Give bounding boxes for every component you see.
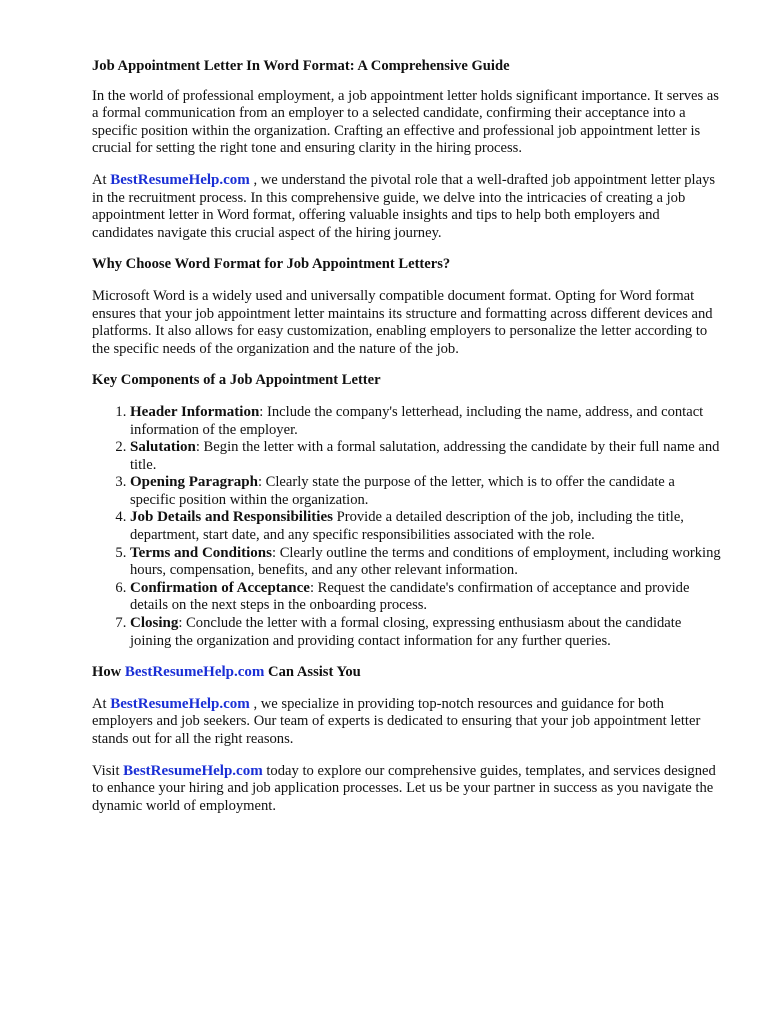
bestresumehelp-link[interactable]: BestResumeHelp.com (124, 664, 265, 681)
list-item (130, 615, 722, 650)
components-list (92, 404, 722, 650)
visit-paragraph (92, 763, 722, 816)
intro-paragraph: In the world of professional employment, a job appointment letter holds significant importance. It serves as a formal communication from an employer to a selected candidate, confirming their acceptance into a specific position within the organization. Crafting an effective and professional job appointment letter is crucial for setting the right tone and ensuring clarity in the hiring process. (92, 87, 719, 157)
about-paragraph (92, 172, 722, 242)
heading-assist-before: How (92, 664, 125, 681)
list-item-text: : Clearly state the purpose of the letter, which is to offer the candidate a specific position within the organization. (130, 474, 675, 508)
list-item-text: : Request the candidate's confirmation of acceptance and provide details on the next steps in the onboarding process. (130, 579, 690, 614)
bestresumehelp-link[interactable]: BestResumeHelp.com (110, 695, 250, 712)
assist-text-after: , we specialize in providing top-notch resources and guidance for both employers and job seekers. Our team of experts is dedicated to ensuring that your job appointment letter stands out for all the right reasons. (92, 695, 701, 747)
bestresumehelp-link[interactable]: BestResumeHelp.com (110, 171, 250, 188)
document-page (92, 58, 722, 829)
list-item-text: : Conclude the letter with a formal closing, expressing enthusiasm about the candidate joining the organization and providing contact information for any further queries. (130, 615, 682, 649)
about-text-after: , we understand the pivotal role that a well-drafted job appointment letter plays in the recruitment process. In this comprehensive guide, we delve into the intricacies of creating a job appointment letter in Word format, offering valuable insights and tips to help both employers and candidates navigate this crucial aspect of the hiring journey. (92, 171, 716, 241)
list-item (130, 509, 722, 544)
list-item-text: : Include the company's letterhead, including the name, address, and contact information of the employer. (130, 403, 704, 438)
list-item-label: Closing (130, 615, 179, 632)
list-item-label: Salutation (130, 439, 196, 456)
bestresumehelp-link[interactable]: BestResumeHelp.com (123, 762, 263, 779)
list-item-text: : Clearly outline the terms and conditions of employment, including working hours, compensation, benefits, and any other relevant information. (130, 544, 721, 579)
list-item-label: Opening Paragraph (130, 474, 258, 491)
heading-word-format: Why Choose Word Format for Job Appointment Letters? (92, 256, 451, 273)
list-item (130, 404, 722, 439)
assist-text-before: At (92, 695, 111, 712)
list-item (130, 580, 722, 615)
list-item (130, 545, 722, 580)
word-format-paragraph: Microsoft Word is a widely used and universally compatible document format. Opting for Word format ensures that your job appointment letter maintains its structure and formatting across different devices and platforms. It also allows for easy customization, enabling employers to personalize the letter according to the specific needs of the organization and the nature of the job. (92, 287, 713, 357)
list-item (130, 474, 722, 509)
list-item-label: Confirmation of Acceptance (130, 579, 310, 596)
list-item-text: : Begin the letter with a formal salutation, addressing the candidate by their full name and title. (130, 439, 720, 473)
heading-key-components: Key Components of a Job Appointment Letter (92, 372, 381, 389)
document-title: Job Appointment Letter In Word Format: A Comprehensive Guide (92, 58, 510, 74)
list-item-label: Header Information (130, 403, 260, 420)
list-item-label: Terms and Conditions (130, 544, 272, 561)
visit-text-after: today to explore our comprehensive guides, templates, and services designed to enhance your hiring and job application processes. Let us be your partner in success as you navigate the dynamic world of employment. (92, 762, 716, 814)
list-item (130, 439, 722, 474)
list-item-text: Provide a detailed description of the job, including the title, department, start date, and any specific responsibilities associated with the role. (130, 509, 684, 544)
about-text-before: At (92, 171, 111, 188)
heading-assist-after: Can Assist You (264, 664, 361, 681)
heading-how-assist (92, 664, 722, 682)
assist-paragraph (92, 696, 722, 749)
visit-text-before: Visit (92, 762, 124, 779)
list-item-label: Job Details and Responsibilities (130, 509, 333, 526)
